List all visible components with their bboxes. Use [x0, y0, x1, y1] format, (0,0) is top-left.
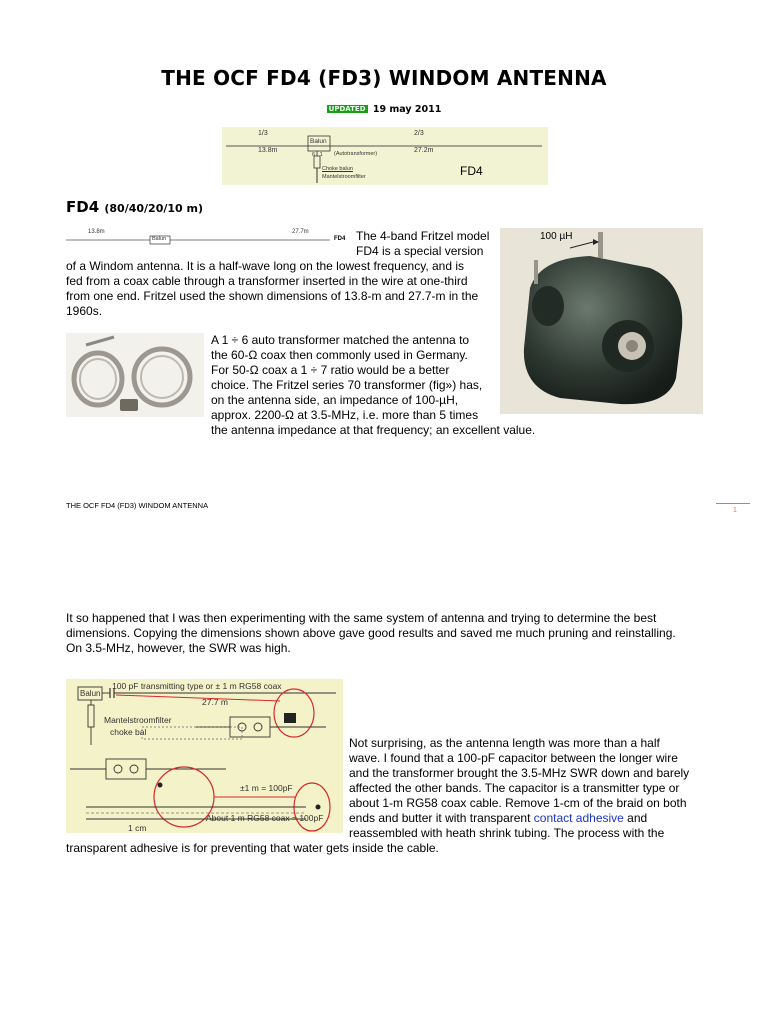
small-balun-label: Balun: [152, 236, 167, 242]
para3-line-1: It so happened that I was then experimenting with the same system of antenna and trying to determine the best: [66, 611, 657, 625]
ratio-label: 6 : 1: [312, 152, 323, 158]
fd4-model-label: FD4: [460, 164, 483, 178]
small-right-length: 27.7m: [292, 229, 309, 235]
footer-title: THE OCF FD4 (FD3) WINDOM ANTENNA: [66, 501, 209, 510]
contact-adhesive-link[interactable]: contact adhesive: [533, 811, 624, 825]
section-heading: [66, 198, 203, 216]
updated-badge: UPDATED: [328, 105, 366, 113]
footer-rule: [716, 503, 750, 504]
capacitor-diagram: [66, 679, 343, 833]
coax-equivalence-label: ±1 m = 100pF: [240, 783, 293, 793]
small-fd4-label: FD4: [334, 236, 346, 242]
para1-line-3: of a Windom antenna. It is a half-wave long on the lowest frequency, and is: [66, 259, 465, 273]
diagram2-balun-label: Balun: [80, 689, 101, 698]
left-length: 13.8m: [258, 147, 278, 154]
inductance-label: 100 µH: [540, 231, 573, 242]
para3-line-3: On 3.5-MHz, however, the SWR was high.: [66, 641, 291, 655]
para4-line-2: wave. I found that a 100-pF capacitor between the longer wire: [349, 751, 678, 765]
para2-line-1: A 1 ÷ 6 auto transformer matched the antenna to: [211, 333, 470, 347]
section-title: FD4: [66, 198, 100, 216]
para4-line-1: Not surprising, as the antenna length was more than a half: [349, 736, 660, 750]
para1-narrow-line-1: The 4-band Fritzel model: [356, 229, 490, 243]
coax-note-label: About 1 m RG58 coax = 100pF: [206, 813, 324, 823]
transformer-photo: [500, 228, 703, 414]
wire-length-label: 27.7 m: [202, 697, 228, 707]
para4-line-8: transparent adhesive is for preventing that water gets inside the cable.: [66, 841, 439, 855]
para1-line-4: fed from a coax cable through a transformer inserted in the wire at one-third: [66, 274, 468, 288]
para2-line-6: approx. 2200-Ω at 3.5-MHz, i.e. more than 5 times: [211, 408, 479, 422]
updated-line: [0, 104, 768, 115]
para4-line-6-text: ends and butter it with transparent: [349, 811, 534, 825]
balun-label: Balun: [310, 138, 327, 145]
mantel-label-2: Mantelstroomfilter: [104, 715, 172, 725]
para4-after-link: and: [623, 811, 648, 825]
para2-line-5: on the antenna side, an impedance of 100-µH,: [211, 393, 459, 407]
page-number: 1: [733, 507, 737, 514]
para2-line-4: choice. The Fritzel series 70 transformer (fig») has,: [211, 378, 483, 392]
right-length: 27.2m: [414, 147, 434, 154]
para1-line-5: from one end. Fritzel used the shown dimensions of 13.8-m and 27.7-m in the: [66, 289, 479, 303]
small-left-length: 13.8m: [88, 229, 105, 235]
small-antenna-diagram: [66, 228, 351, 248]
capacitor-label: 100 pF transmitting type or ± 1 m RG58 coax: [112, 681, 282, 691]
para4-line-4: affected the other bands. The capacitor is a transmitter type or: [349, 781, 680, 795]
left-fraction: 1/3: [258, 130, 268, 137]
section-bands: (80/40/20/10 m): [104, 202, 204, 215]
para4-line-3: and the transformer brought the 3.5-MHz SWR down and barely: [349, 766, 690, 780]
updated-date: 19 may 2011: [372, 104, 442, 115]
para3-line-2: dimensions. Copying the dimensions shown above gave good results and saved me much pruning and reinstalling.: [66, 626, 676, 640]
para4-line-6: [349, 811, 647, 826]
para2-line-2: the 60-Ω coax then commonly used in Germany.: [211, 348, 468, 362]
autotransformer-label: (Autotransformer): [334, 151, 378, 157]
choke-balun-label: Choke balun: [322, 166, 353, 172]
choke-label: choke bal: [110, 727, 147, 737]
para4-line-7: reassembled with heath shrink tubing. The process with the: [349, 826, 665, 840]
para4-line-5: about 1-m RG58 coax cable. Remove 1-cm of the braid on both: [349, 796, 687, 810]
para1-narrow-line-2: FD4 is a special version: [356, 244, 484, 258]
page-title: THE OCF FD4 (FD3) WINDOM ANTENNA: [161, 66, 607, 90]
mantel-label: Mantelstroomfilter: [322, 174, 366, 180]
wire-coils-photo: [66, 333, 204, 417]
para1-line-6: 1960s.: [66, 304, 103, 318]
top-antenna-figure: [222, 127, 548, 185]
right-fraction: 2/3: [414, 130, 424, 137]
one-cm-label: 1 cm: [128, 823, 147, 833]
para2-line-7: the antenna impedance at that frequency; an excellent value.: [211, 423, 536, 437]
para2-line-3: For 50-Ω coax a 1 ÷ 7 ratio would be a better: [211, 363, 450, 377]
